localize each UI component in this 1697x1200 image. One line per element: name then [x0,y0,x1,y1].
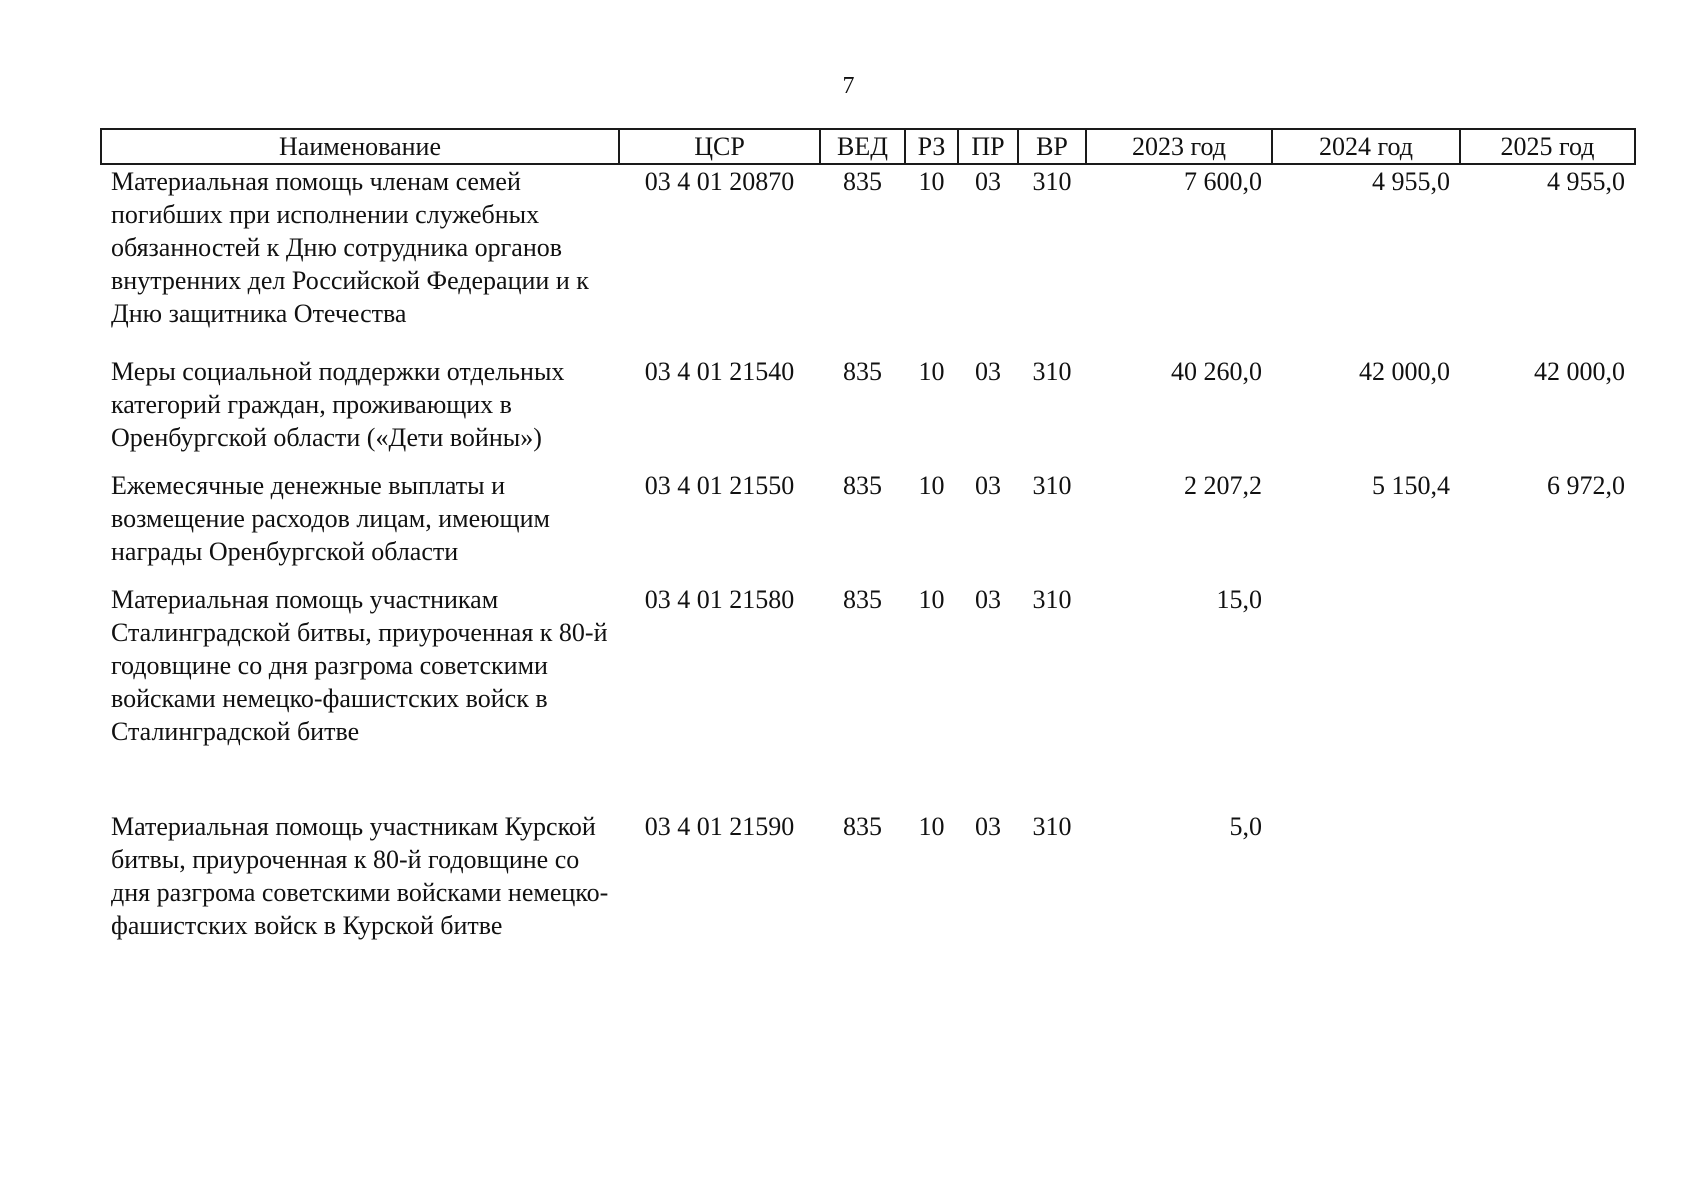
cell-ved: 835 [843,167,882,196]
header-row [101,129,1635,164]
table-row [101,164,1635,355]
cell-vr: 310 [1032,812,1072,841]
table-row [101,355,1635,469]
cell-2024 [1272,583,1460,810]
cell-ved: 835 [843,585,882,614]
cell-pr: 03 [975,357,1001,386]
header-2025: 2025 год [1460,129,1635,164]
cell-name: Материальная помощь участникам Сталинградской битвы, приуроченная к 80-й годовщине со дня разгрома советскими войсками немецко-фашистских войск в Сталинградской битве [111,585,608,746]
header-rz: РЗ [905,129,958,164]
cell-vr: 310 [1032,471,1072,500]
cell-2025: 42 000,0 [1534,357,1625,386]
cell-name: Меры социальной поддержки отдельных категорий граждан, проживающих в Оренбургской области («Дети войны») [111,357,565,452]
cell-2023: 40 260,0 [1171,357,1262,386]
cell-rz: 10 [918,585,945,614]
cell-2024: 42 000,0 [1359,357,1450,386]
table-row [101,810,1635,975]
cell-csr: 03 4 01 21590 [644,812,795,841]
cell-2025: 4 955,0 [1547,167,1625,196]
table-row [101,469,1635,583]
cell-2025: 6 972,0 [1547,471,1625,500]
cell-vr: 310 [1032,357,1072,386]
cell-2024 [1272,810,1460,975]
cell-pr: 03 [975,812,1001,841]
cell-2023: 7 600,0 [1184,167,1262,196]
cell-csr: 03 4 01 21580 [644,585,795,614]
cell-name: Ежемесячные денежные выплаты и возмещение расходов лицам, имеющим награды Оренбургской области [111,471,550,566]
cell-2024: 5 150,4 [1372,471,1450,500]
cell-rz: 10 [918,167,945,196]
header-name: Наименование [101,129,619,164]
header-csr: ЦСР [619,129,820,164]
header-2023: 2023 год [1086,129,1272,164]
cell-rz: 10 [918,812,945,841]
cell-name: Материальная помощь участникам Курской битвы, приуроченная к 80-й годовщине со дня разгрома советскими войсками немецко-фашистских войск в Курской битве [111,812,609,940]
cell-csr: 03 4 01 21540 [644,357,795,386]
cell-vr: 310 [1032,167,1072,196]
cell-ved: 835 [843,357,882,386]
cell-pr: 03 [975,585,1001,614]
cell-2023: 5,0 [1229,812,1262,841]
cell-ved: 835 [843,471,882,500]
cell-2025 [1460,583,1635,810]
cell-2023: 15,0 [1216,585,1262,614]
header-pr: ПР [958,129,1018,164]
cell-2024: 4 955,0 [1372,167,1450,196]
cell-name: Материальная помощь членам семей погибших при исполнении служебных обязанностей к Дню сотрудника органов внутренних дел Российской Федерации и к Дню защитника Отечества [111,167,589,328]
cell-rz: 10 [918,357,945,386]
cell-csr: 03 4 01 20870 [644,167,795,196]
table-row [101,583,1635,810]
cell-csr: 03 4 01 21550 [644,471,795,500]
header-2024: 2024 год [1272,129,1460,164]
cell-pr: 03 [975,471,1001,500]
table-body [101,164,1635,975]
cell-vr: 310 [1032,585,1072,614]
header-vr: ВР [1018,129,1086,164]
cell-ved: 835 [843,812,882,841]
budget-table [100,128,1636,975]
cell-2025 [1460,810,1635,975]
page-number: 7 [842,73,855,99]
table-header [101,129,1635,164]
cell-pr: 03 [975,167,1001,196]
header-ved: ВЕД [820,129,905,164]
cell-2023: 2 207,2 [1184,471,1262,500]
cell-rz: 10 [918,471,945,500]
